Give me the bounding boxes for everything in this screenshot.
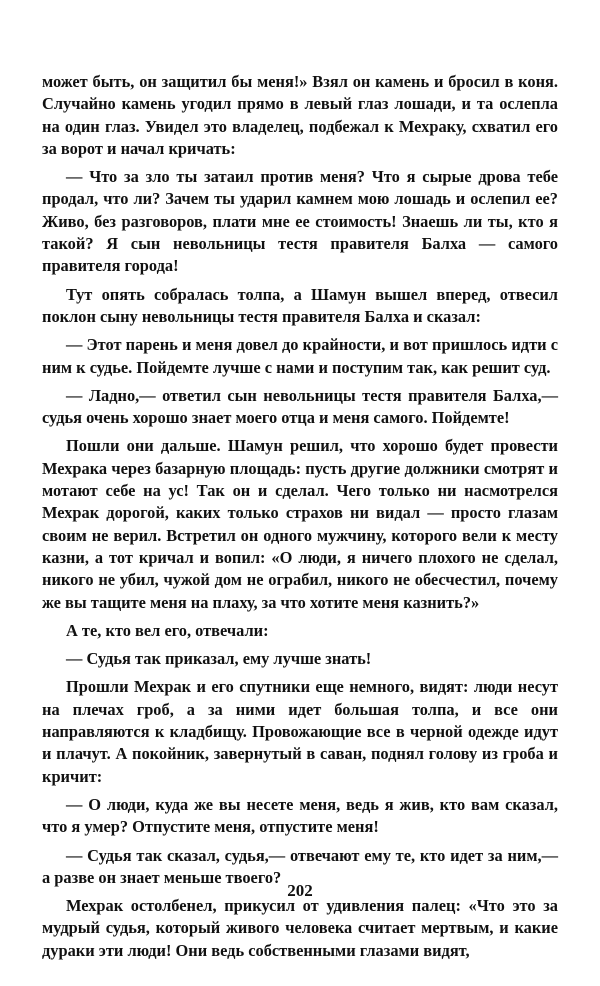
paragraph: Мехрак остолбенел, прикусил от удивления палец: «Что это за мудрый судья, который живого человека считает мертвым, и какие дураки эти люди! Они ведь собственными глазами видят, bbox=[42, 896, 558, 960]
paragraph: Прошли Мехрак и его спутники еще немного, видят: люди несут на плечах гроб, а за ними идет большая толпа, и все они направляются к кладбищу. Провожающие все в черной одежде идут и плачут. А покойник, завернутый в саван, поднял голову из гроба и кричит: bbox=[42, 677, 558, 786]
paragraph: — Этот парень и меня довел до крайности, и вот пришлось идти с ним к судье. Пойдемте лучше с нами и поступим так, как решит суд. bbox=[42, 335, 558, 377]
paragraph: — О люди, куда же вы несете меня, ведь я жив, кто вам сказал, что я умер? Отпустите меня, отпустите меня! bbox=[42, 794, 558, 837]
paragraph: А те, кто вел его, отвечали: bbox=[66, 620, 269, 640]
page-body bbox=[42, 71, 558, 968]
paragraph: Пошли они дальше. Шамун решил, что хорошо будет провести Мехрака через базарную площадь: пусть другие должники смотрят и мотают себе на ус! Так он и сделал. Чего только ни насмотрелся Мехрак дорогой, каких только страхов ни видал — просто глазам своим не верил. Встретил он одного мужчину, которого вели к месту казни, а тот кричал и вопил: «О люди, я ничего плохого не сделал, никого не убил, чужой дом не ограбил, никого не обесчестил, почему же вы тащите меня на плаху, за что хотите меня казнить?» bbox=[42, 436, 558, 612]
paragraph: — Ладно,— ответил сын невольницы тестя правителя Балха,— судья очень хорошо знает моего отца и меня самого. Пойдемте! bbox=[42, 385, 558, 428]
paragraph: — Что за зло ты затаил против меня? Что я сырые дрова тебе продал, что ли? Зачем ты ударил камнем мою лошадь и ослепил ее? Живо, без разговоров, плати мне ее стоимость! Знаешь ли ты, кто я такой? Я сын невольницы тестя правителя Балха — самого правителя города! bbox=[42, 167, 558, 276]
paragraph: — Судья так сказал, судья,— отвечают ему те, кто идет за ним,— а разве он знает меньше твоего? bbox=[42, 845, 558, 887]
paragraph: — Судья так приказал, ему лучше знать! bbox=[66, 649, 372, 669]
page-number: 202 bbox=[287, 881, 313, 900]
paragraph: может быть, он защитил бы меня!» Взял он камень и бросил в коня. Случайно камень угодил прямо в левый глаз лошади, и та ослепла на один глаз. Увидел это владелец, подбежал к Мехраку, схватил его за ворот и начал кричать: bbox=[42, 72, 558, 158]
paragraph: Тут опять собралась толпа, а Шамун вышел вперед, отвесил поклон сыну невольницы тестя правителя Балха и сказал: bbox=[42, 284, 558, 326]
